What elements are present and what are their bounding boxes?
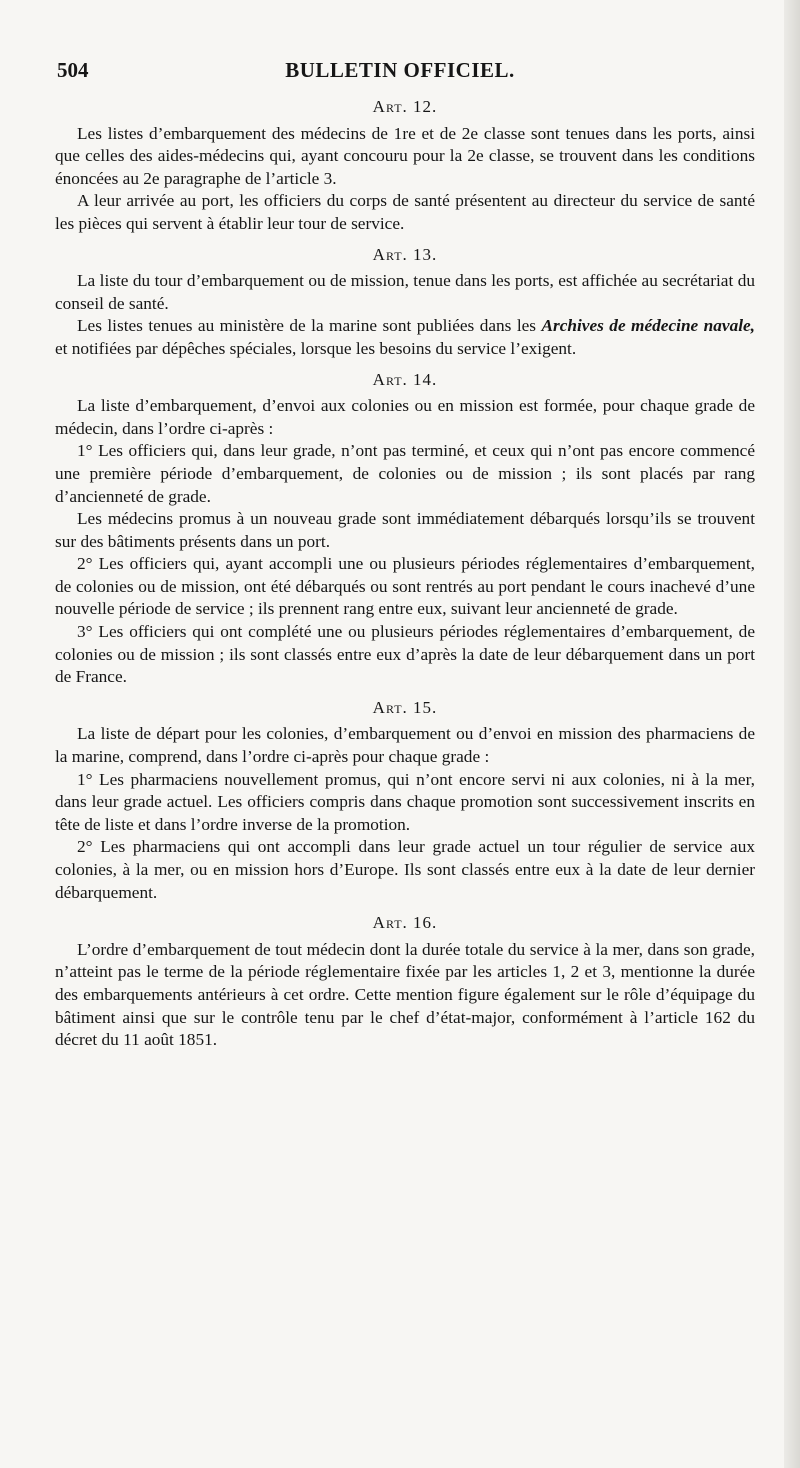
article-heading: Art. 15. [372, 697, 438, 717]
article-heading: Art. 14. [372, 369, 438, 389]
paragraph-text: Les listes tenues au ministère de la marine sont publiées dans les [77, 316, 542, 336]
page-header [57, 58, 743, 84]
paragraph: Les médecins promus à un nouveau grade sont immédiatement débarqués lorsqu’ils se trouvent sur des bâtiments présents dans un port. [55, 509, 755, 551]
paragraph: La liste du tour d’embarquement ou de mission, tenue dans les ports, est affichée au secrétariat du conseil de santé. [55, 271, 755, 313]
page-edge-shadow [784, 0, 800, 1468]
paragraph [55, 315, 755, 360]
paragraph: 2° Les pharmaciens qui ont accompli dans leur grade actuel un tour régulier de service aux colonies, à la mer, ou en mission hors d’Europe. Ils sont classés entre eux à la date de leur dernier débarquement. [55, 837, 755, 902]
document-body [55, 96, 755, 1052]
article-heading: Art. 13. [372, 244, 438, 264]
article-heading: Art. 16. [372, 913, 438, 933]
paragraph-text: et notifiées par dépêches spéciales, lorsque les besoins du service l’exigent. [55, 338, 577, 358]
paragraph: La liste d’embarquement, d’envoi aux colonies ou en mission est formée, pour chaque grade de médecin, dans l’ordre ci-après : [55, 396, 755, 438]
paragraph: 1° Les officiers qui, dans leur grade, n’ont pas terminé, et ceux qui n’ont pas encore commencé une première période d’embarquement, de colonies ou de mission ; ils sont placés par rang d’ancienneté de grade. [55, 441, 755, 506]
paragraph: L’ordre d’embarquement de tout médecin dont la durée totale du service à la mer, dans son grade, n’atteint pas le terme de la période réglementaire fixée par les articles 1, 2 et 3, mentionne la durée des embarquements antérieurs à cet ordre. Cette mention figure également sur le rôle d’équipage du bâtiment ainsi que sur le contrôle tenu par le chef d’état-major, conformément à l’article 162 du décret du 11 août 1851. [55, 939, 755, 1050]
paragraph: 3° Les officiers qui ont complété une ou plusieurs périodes réglementaires d’embarquement, de colonies ou de mission ; ils sont classés entre eux d’après la date de leur débarquement dans un port de France. [55, 622, 755, 687]
paragraph: 1° Les pharmaciens nouvellement promus, qui n’ont encore servi ni aux colonies, ni à la mer, dans leur grade actuel. Les officiers compris dans chaque promotion sont successivement inscrits en tête de liste et dans l’ordre inverse de la promotion. [55, 769, 755, 834]
journal-title: Archives de médecine navale, [541, 316, 756, 336]
running-title: BULLETIN OFFICIEL. [285, 58, 515, 82]
paragraph: A leur arrivée au port, les officiers du corps de santé présentent au directeur du service de santé les pièces qui servent à établir leur tour de service. [55, 191, 755, 233]
paragraph: Les listes d’embarquement des médecins de 1re et de 2e classe sont tenues dans les ports, ainsi que celles des aides-médecins qui, ayant concouru pour la 2e classe, se trouvent dans les conditions énoncées au 2e paragraphe de l’article 3. [55, 123, 755, 188]
paragraph: 2° Les officiers qui, ayant accompli une ou plusieurs périodes réglementaires d’embarquement, de colonies ou de mission, ont été débarqués ou sont rentrés au port pendant le cours inachevé d’une nouvelle période de service ; ils prennent rang entre eux, suivant leur ancienneté de grade. [55, 554, 755, 619]
paragraph: La liste de départ pour les colonies, d’embarquement ou d’envoi en mission des pharmaciens de la marine, comprend, dans l’ordre ci-après pour chaque grade : [55, 724, 755, 767]
page-number: 504 [57, 58, 89, 82]
article-heading: Art. 12. [372, 97, 438, 116]
